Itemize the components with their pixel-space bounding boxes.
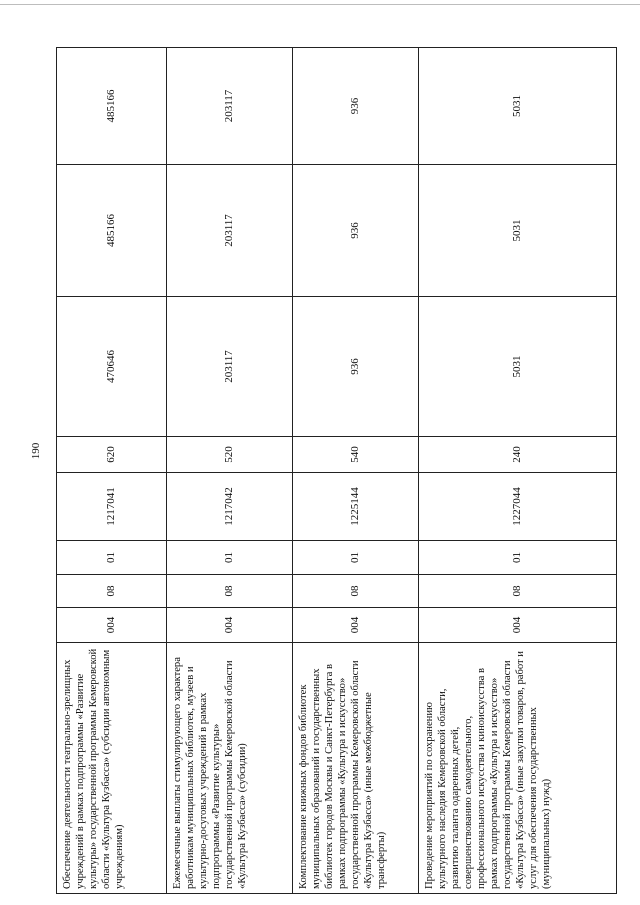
sum-year-2: 5031 [419, 165, 617, 297]
section-code: 08 [293, 575, 419, 608]
section-code: 08 [167, 575, 293, 608]
section-code: 08 [57, 575, 167, 608]
target-article-code: 1217041 [57, 473, 167, 541]
subsection-code: 01 [419, 541, 617, 575]
table-row [57, 48, 167, 894]
sum-year-2: 936 [293, 165, 419, 297]
target-article-code: 1227044 [419, 473, 617, 541]
sum-year-1: 5031 [419, 297, 617, 437]
sum-year-1: 470646 [57, 297, 167, 437]
row-description: Ежемесячные выплаты стимулирующего характера работникам муниципальных библиотек, музеев и культурно-досуговых учреждений в рамках подпрограммы «Развитие культуры» государственной программы Кемеровской области «Культура Кузбасса» (субсидии) [167, 643, 293, 894]
expense-type-code: 540 [293, 437, 419, 473]
subsection-code: 01 [57, 541, 167, 575]
sum-year-3: 936 [293, 48, 419, 165]
sum-year-1: 203117 [167, 297, 293, 437]
row-description: Проведение мероприятий по сохранению культурного наследия Кемеровской области, развитию таланта одаренных детей, совершенствованию самодеятельного, профессионального искусства и киноискусства в рамках подпрограммы «Культура и искусство» государственной программы Кемеровской области «Культура Кузбасса» (иные закупки товаров, работ и услуг для обеспечения государственных (муниципальных) нужд) [419, 643, 617, 894]
ministry-code: 004 [57, 608, 167, 643]
section-code: 08 [419, 575, 617, 608]
sum-year-3: 5031 [419, 48, 617, 165]
ministry-code: 004 [293, 608, 419, 643]
subsection-code: 01 [167, 541, 293, 575]
row-description: Обеспечение деятельности театрально-зрелищных учреждений в рамках подпрограммы «Развитие культуры» государственной программы Кемеровской области «Культура Кузбасса» (субсидии автономным учреждениям) [57, 643, 167, 894]
rotated-table-area [56, 48, 616, 894]
subsection-code: 01 [293, 541, 419, 575]
sum-year-2: 485166 [57, 165, 167, 297]
sum-year-3: 203117 [167, 48, 293, 165]
budget-table-wrapper [56, 48, 616, 894]
sum-year-1: 936 [293, 297, 419, 437]
ministry-code: 004 [167, 608, 293, 643]
target-article-code: 1225144 [293, 473, 419, 541]
budget-table [56, 47, 617, 894]
table-row [419, 48, 617, 894]
row-description: Комплектование книжных фондов библиотек муниципальных образований и государственных библиотек городов Москвы и Санкт-Петербурга в рамках подпрограммы «Культура и искусство» государственной программы Кемеровской области «Культура Кузбасса» (иные межбюджетные трансферты) [293, 643, 419, 894]
sum-year-3: 485166 [57, 48, 167, 165]
expense-type-code: 520 [167, 437, 293, 473]
top-border-line [0, 4, 640, 5]
target-article-code: 1217042 [167, 473, 293, 541]
page-number: 190 [30, 442, 42, 460]
expense-type-code: 240 [419, 437, 617, 473]
table-row [167, 48, 293, 894]
expense-type-code: 620 [57, 437, 167, 473]
sum-year-2: 203117 [167, 165, 293, 297]
table-row [293, 48, 419, 894]
ministry-code: 004 [419, 608, 617, 643]
